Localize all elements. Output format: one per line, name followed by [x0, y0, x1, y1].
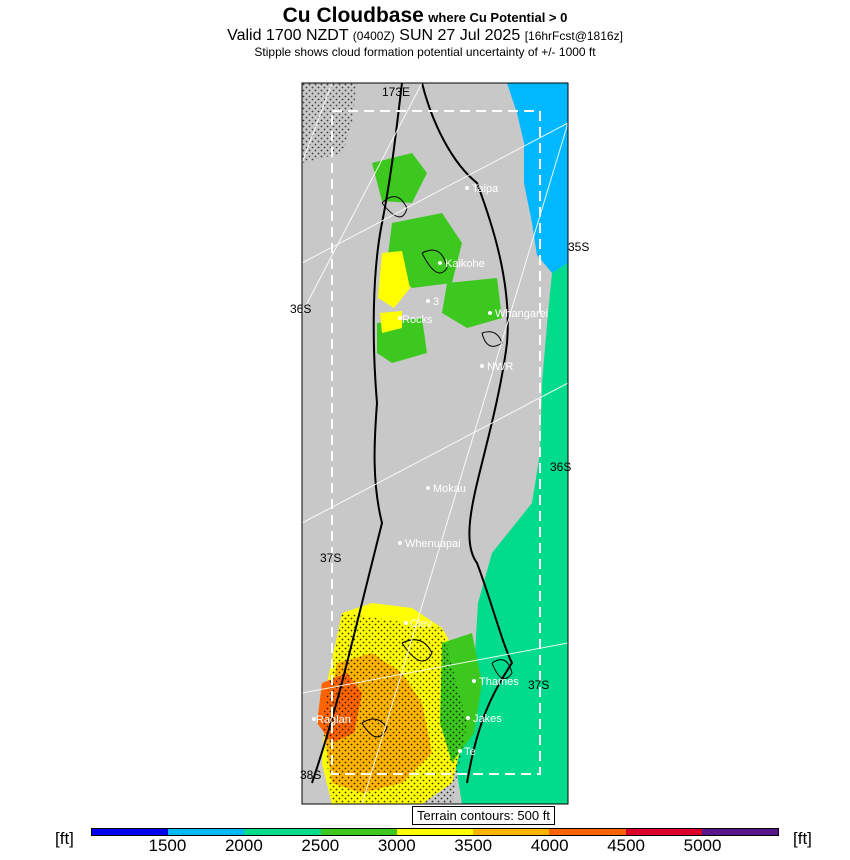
colorbar-unit-left: [ft]: [55, 829, 74, 848]
colorbar-label-4000: 4000: [530, 836, 569, 855]
valid-prefix: Valid 1700 NZDT: [227, 27, 349, 44]
valid-time: [0, 27, 850, 45]
colorbar-label-5000: 5000: [683, 836, 722, 855]
place-label-thames: Thames: [479, 676, 519, 688]
place-label-jakes: Jakes: [473, 713, 502, 725]
stipple-note: Stipple shows cloud formation potential uncertainty of +/- 1000 ft: [254, 45, 596, 59]
place-label-whenuapai: Whenuapai: [405, 538, 461, 550]
place-label-te: Te: [464, 746, 476, 758]
place-label-whangarei: Whangarei: [495, 308, 549, 320]
lat-label-37s-right: 37S: [528, 678, 550, 692]
lat-label-38s-left: 38S: [300, 768, 322, 782]
stipple-south: [322, 613, 467, 804]
lat-label-37s-left: 37S: [320, 551, 342, 565]
place-label-clev: Clev: [410, 618, 433, 630]
colorbar-label-2000: 2000: [224, 836, 263, 855]
valid-utc: (0400Z): [352, 29, 395, 43]
terrain-contours-label: Terrain contours: 500 ft: [412, 806, 555, 825]
title-qualifier: where Cu Potential > 0: [428, 10, 568, 25]
colorbar-label-4500: 4500: [607, 836, 646, 855]
valid-date: SUN 27 Jul 2025: [399, 27, 521, 44]
lat-label-36s-right: 36S: [550, 460, 572, 474]
place-label-raglan: Raglan: [316, 714, 351, 726]
lon-label-173e: 173E: [382, 84, 411, 99]
lat-label-35s-right: 35S: [568, 240, 590, 254]
place-label-nwr: NWR: [487, 361, 514, 373]
valid-fcst: [16hrFcst@1816z]: [524, 29, 623, 43]
colorbar-segment-8: [702, 829, 778, 835]
colorbar-segment-4: [397, 829, 473, 835]
colorbar-segment-0: [92, 829, 168, 835]
colorbar-segment-2: [244, 829, 320, 835]
colorbar-segment-3: [321, 829, 397, 835]
lat-label-36s-left: 36S: [290, 302, 312, 316]
place-label-taipa: Taipa: [472, 183, 499, 195]
colorbar-segment-1: [168, 829, 244, 835]
place-label-3: 3: [433, 296, 440, 308]
title-main: Cu Cloudbase: [282, 4, 424, 27]
place-label-kaikohe: Kaikohe: [445, 258, 485, 270]
place-label-mokau: Mokau: [433, 483, 467, 495]
place-label-rocks: Rocks: [402, 314, 433, 326]
colorbar-label-2500: 2500: [301, 836, 340, 855]
colorbar-label-3000: 3000: [377, 836, 416, 855]
colorbar: [91, 828, 779, 836]
colorbar-unit-right: [ft]: [793, 829, 812, 848]
colorbar-label-3500: 3500: [454, 836, 493, 855]
map-panel[interactable]: [290, 83, 590, 804]
colorbar-segment-5: [473, 829, 549, 835]
colorbar-segment-7: [626, 829, 702, 835]
colorbar-label-1500: 1500: [148, 836, 187, 855]
colorbar-segment-6: [549, 829, 625, 835]
chart-title: [0, 4, 850, 28]
